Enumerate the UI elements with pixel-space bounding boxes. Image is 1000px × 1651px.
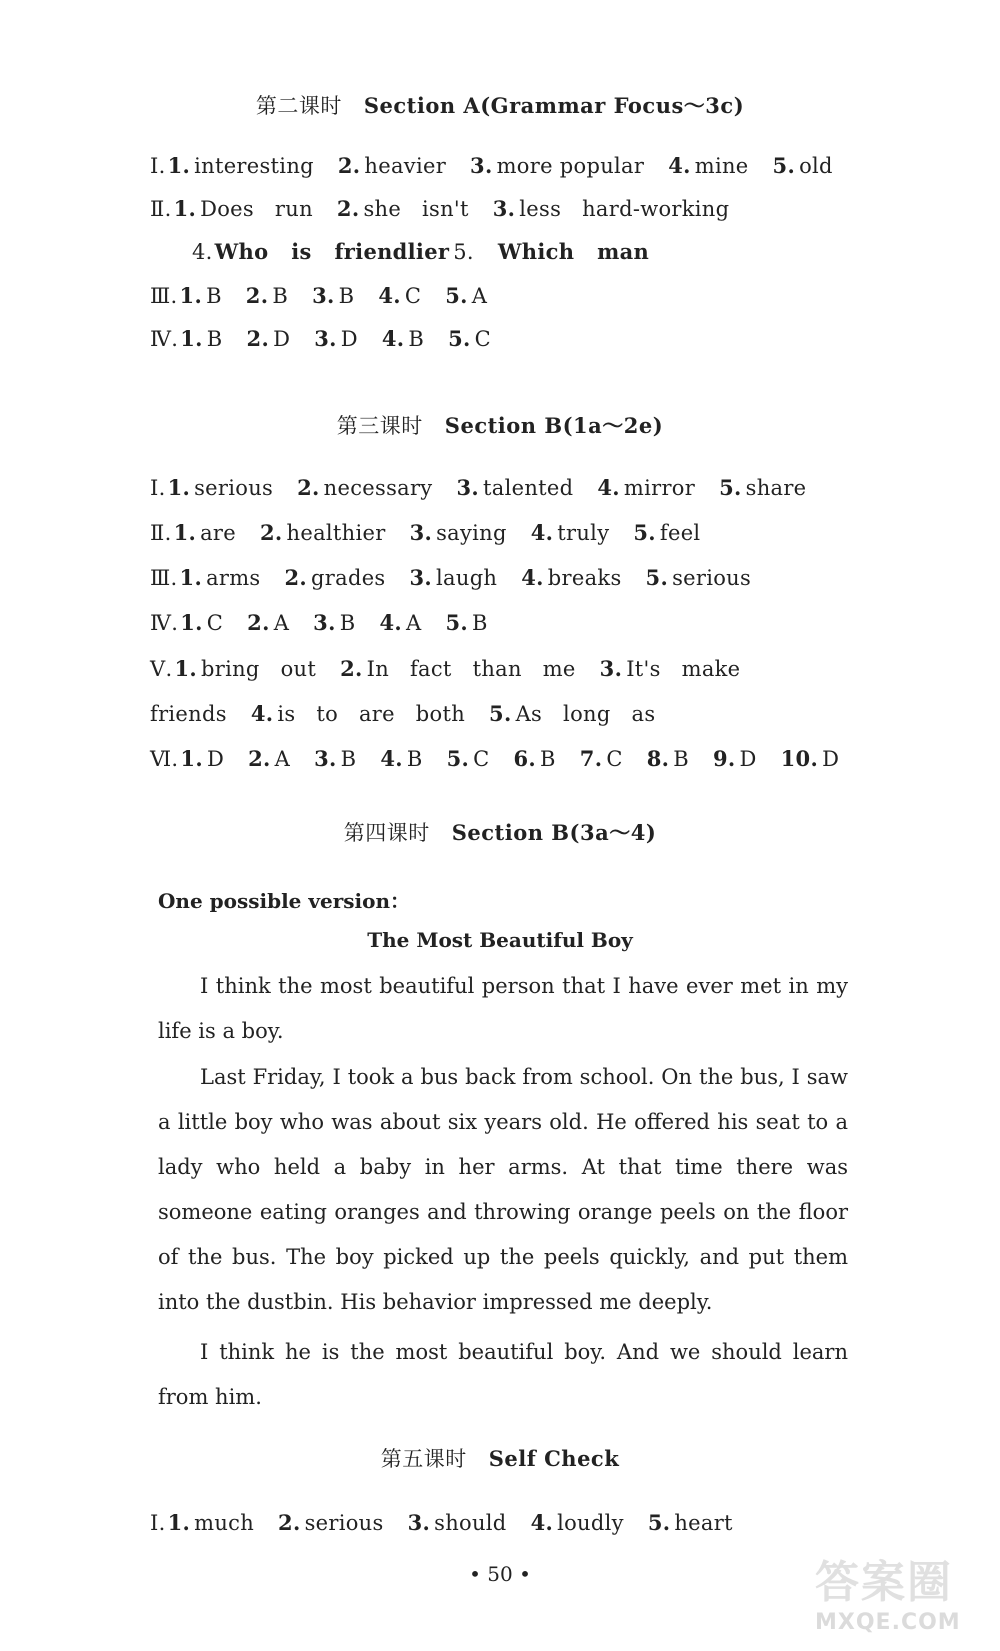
- answer-row: [150, 701, 679, 726]
- roman-numeral: Ⅲ.: [150, 566, 178, 590]
- answer-text: should: [434, 1511, 507, 1535]
- answer-text: D: [739, 747, 757, 771]
- item-number: 2.: [340, 656, 363, 681]
- item-number: 3.: [312, 283, 335, 308]
- lesson5-heading: [0, 1443, 1000, 1473]
- item-number: 2.: [246, 326, 270, 351]
- item-number: 1.: [179, 565, 203, 590]
- answer-text: A: [273, 611, 290, 635]
- answer-row: [150, 565, 775, 590]
- answer-row: [150, 196, 753, 221]
- roman-numeral: Ⅳ.: [150, 611, 179, 635]
- answer-text: B: [673, 747, 689, 771]
- item-number: 3.: [456, 475, 480, 500]
- answer-text: A: [405, 611, 422, 635]
- lesson4-heading-cn: 第四课时: [343, 821, 430, 845]
- item-number: 5.: [489, 701, 512, 726]
- answer-text: arms: [206, 566, 261, 590]
- roman-numeral: Ⅰ.: [150, 1511, 166, 1535]
- item-number: 3.: [409, 565, 433, 590]
- answer-text: A: [471, 284, 488, 308]
- item-number: 1.: [174, 656, 197, 681]
- answer-text: As long as: [515, 702, 656, 726]
- answer-row: [150, 656, 764, 681]
- item-number: 1.: [167, 153, 191, 178]
- answer-text: B: [406, 747, 423, 771]
- item-number: 2.: [259, 520, 283, 545]
- answer-text: heavier: [364, 154, 447, 178]
- answer-text: C: [404, 284, 422, 308]
- answer-text: B: [206, 284, 222, 308]
- answer-text: she isn't: [363, 197, 469, 221]
- item-number: 3.: [407, 1510, 431, 1535]
- item-number: 2.: [247, 610, 270, 635]
- item-number: 3.: [599, 656, 623, 681]
- answer-text: friends: [150, 702, 227, 726]
- item-number: 4.: [380, 746, 403, 771]
- item-number: 7.: [579, 746, 603, 771]
- roman-numeral: Ⅴ.: [150, 657, 173, 681]
- item-number: 1.: [180, 326, 203, 351]
- item-number: 5.: [445, 283, 468, 308]
- answer-text: D: [340, 327, 358, 351]
- item-number: 3.: [492, 196, 516, 221]
- item-number: 1.: [167, 475, 191, 500]
- item-number: 2.: [337, 153, 361, 178]
- item-number: 1.: [173, 520, 197, 545]
- answer-text: D: [273, 327, 291, 351]
- answer-text: C: [474, 327, 492, 351]
- essay-paragraph-1: I think the most beautiful person that I have ever met in my life is a boy.: [158, 974, 848, 1043]
- answer-text: C: [606, 747, 623, 771]
- item-number: 5.: [647, 1510, 671, 1535]
- item-number: Which man: [497, 239, 650, 264]
- essay-paragraph-2: Last Friday, I took a bus back from school. On the bus, I saw a little boy who was about six years old. He offered his seat to a lady who held a baby in her arms. At that time there was someone eating oranges and throwing orange peels on the floor of the bus. The boy picked up the peels quickly, and put them into the dustbin. His behavior impressed me deeply.: [158, 1065, 848, 1314]
- answer-text: B: [338, 284, 355, 308]
- answer-text: truly: [557, 521, 610, 545]
- roman-numeral: Ⅱ.: [150, 197, 172, 221]
- answer-text: serious: [672, 566, 752, 590]
- answer-text: old: [799, 154, 833, 178]
- answer-text: grades: [311, 566, 386, 590]
- item-number: 5.: [772, 153, 796, 178]
- item-number: 3.: [314, 746, 337, 771]
- lesson4-heading-en: Section B(3a～4): [451, 820, 657, 845]
- item-number: 3.: [313, 610, 336, 635]
- watermark-cn: 答案圈: [815, 1557, 953, 1608]
- answer-text: interesting: [194, 154, 314, 178]
- answer-row: [150, 520, 724, 545]
- lesson2-heading: [0, 90, 1000, 120]
- roman-numeral: Ⅰ.: [150, 154, 166, 178]
- item-number: 4.: [530, 520, 554, 545]
- answer-row: [150, 475, 830, 500]
- item-number: 1.: [173, 196, 197, 221]
- answer-text: healthier: [286, 521, 386, 545]
- item-number: 4.: [521, 565, 544, 590]
- answer-text: more popular: [496, 154, 645, 178]
- answer-text: In fact than me: [366, 657, 576, 681]
- answer-text: breaks: [547, 566, 622, 590]
- answer-text: B: [340, 747, 357, 771]
- answer-text: mirror: [623, 476, 696, 500]
- item-number: 5.: [448, 326, 471, 351]
- item-number: 2.: [284, 565, 308, 590]
- answer-text: B: [272, 284, 289, 308]
- answer-text: B: [339, 611, 356, 635]
- item-number: 1.: [167, 1510, 191, 1535]
- answer-text: B: [540, 747, 556, 771]
- watermark-en: MXQE.COM: [815, 1610, 961, 1635]
- lesson2-heading-en: Section A(Grammar Focus～3c): [363, 93, 745, 118]
- item-number: 1.: [179, 283, 203, 308]
- item-number: 2.: [278, 1510, 301, 1535]
- item-number: 5.: [446, 746, 470, 771]
- item-number: 4.: [668, 153, 691, 178]
- answer-text: serious: [304, 1511, 384, 1535]
- essay-title: The Most Beautiful Boy: [367, 928, 633, 952]
- essay-paragraph-3: I think he is the most beautiful boy. And we should learn from him.: [158, 1340, 848, 1409]
- answer-text: C: [473, 747, 490, 771]
- item-number: 8.: [646, 746, 670, 771]
- answer-text: A: [274, 747, 291, 771]
- answer-text: are: [200, 521, 236, 545]
- item-number: 6.: [513, 746, 537, 771]
- item-number: 4.: [597, 475, 620, 500]
- answer-row: [150, 746, 863, 771]
- item-number: 2.: [245, 283, 269, 308]
- answer-row: [150, 283, 511, 308]
- lesson3-heading-en: Section B(1a～2e): [444, 413, 664, 438]
- item-number: 3.: [409, 520, 433, 545]
- lesson4-heading: [0, 817, 1000, 847]
- possible-version-label: One possible version：: [158, 889, 410, 913]
- roman-numeral: Ⅳ.: [150, 327, 179, 351]
- answer-text: necessary: [323, 476, 433, 500]
- roman-numeral: Ⅲ.: [150, 284, 178, 308]
- item-number: Who is friendlier: [214, 239, 450, 264]
- answer-text: 5.: [453, 240, 474, 264]
- answer-text: heart: [674, 1511, 733, 1535]
- roman-numeral: Ⅱ.: [150, 521, 172, 545]
- answer-row: [150, 1510, 757, 1535]
- answer-row: [192, 239, 653, 264]
- answer-text: D: [822, 747, 840, 771]
- roman-numeral: Ⅵ.: [150, 747, 179, 771]
- answer-text: much: [194, 1511, 255, 1535]
- answer-text: mine: [694, 154, 749, 178]
- item-number: 1.: [180, 746, 203, 771]
- item-number: 5.: [445, 610, 468, 635]
- answer-text: feel: [659, 521, 701, 545]
- answer-text: serious: [194, 476, 274, 500]
- answer-row: [150, 153, 857, 178]
- item-number: 3.: [470, 153, 493, 178]
- item-number: 5.: [719, 475, 742, 500]
- roman-numeral: Ⅰ.: [150, 476, 166, 500]
- item-number: 2.: [336, 196, 360, 221]
- item-number: 4.: [378, 283, 401, 308]
- answer-row: [150, 326, 515, 351]
- item-number: 5.: [633, 520, 656, 545]
- item-number: 9.: [712, 746, 736, 771]
- item-number: 10.: [780, 746, 819, 771]
- item-number: 4.: [530, 1510, 554, 1535]
- answer-text: saying: [436, 521, 507, 545]
- lesson3-heading-cn: 第三课时: [336, 414, 423, 438]
- roman-numeral: 4.: [192, 240, 213, 264]
- item-number: 4.: [381, 326, 405, 351]
- watermark-logo: [815, 1546, 990, 1641]
- answer-text: talented: [483, 476, 574, 500]
- answer-text: B: [471, 611, 488, 635]
- answer-text: share: [745, 476, 807, 500]
- answer-text: loudly: [557, 1511, 624, 1535]
- lesson5-heading-en: Self Check: [488, 1446, 620, 1471]
- page-number: • 50 •: [469, 1562, 531, 1586]
- answer-row: [150, 610, 512, 635]
- answer-text: is to are both: [277, 702, 466, 726]
- item-number: 2.: [297, 475, 320, 500]
- lesson3-heading: [0, 410, 1000, 440]
- answer-text: C: [206, 611, 224, 635]
- answer-text: Does run: [200, 197, 313, 221]
- answer-text: less hard-working: [519, 197, 730, 221]
- answer-text: D: [206, 747, 225, 771]
- answer-text: B: [408, 327, 425, 351]
- answer-text: B: [206, 327, 223, 351]
- answer-text: It's make: [626, 657, 741, 681]
- item-number: 3.: [314, 326, 337, 351]
- item-number: 1.: [180, 610, 203, 635]
- lesson2-heading-cn: 第二课时: [255, 94, 342, 118]
- item-number: 4.: [379, 610, 402, 635]
- answer-text: laugh: [436, 566, 498, 590]
- answer-text: bring out: [200, 657, 317, 681]
- item-number: 2.: [248, 746, 271, 771]
- item-number: 4.: [250, 701, 274, 726]
- lesson5-heading-cn: 第五课时: [380, 1447, 467, 1471]
- item-number: 5.: [645, 565, 669, 590]
